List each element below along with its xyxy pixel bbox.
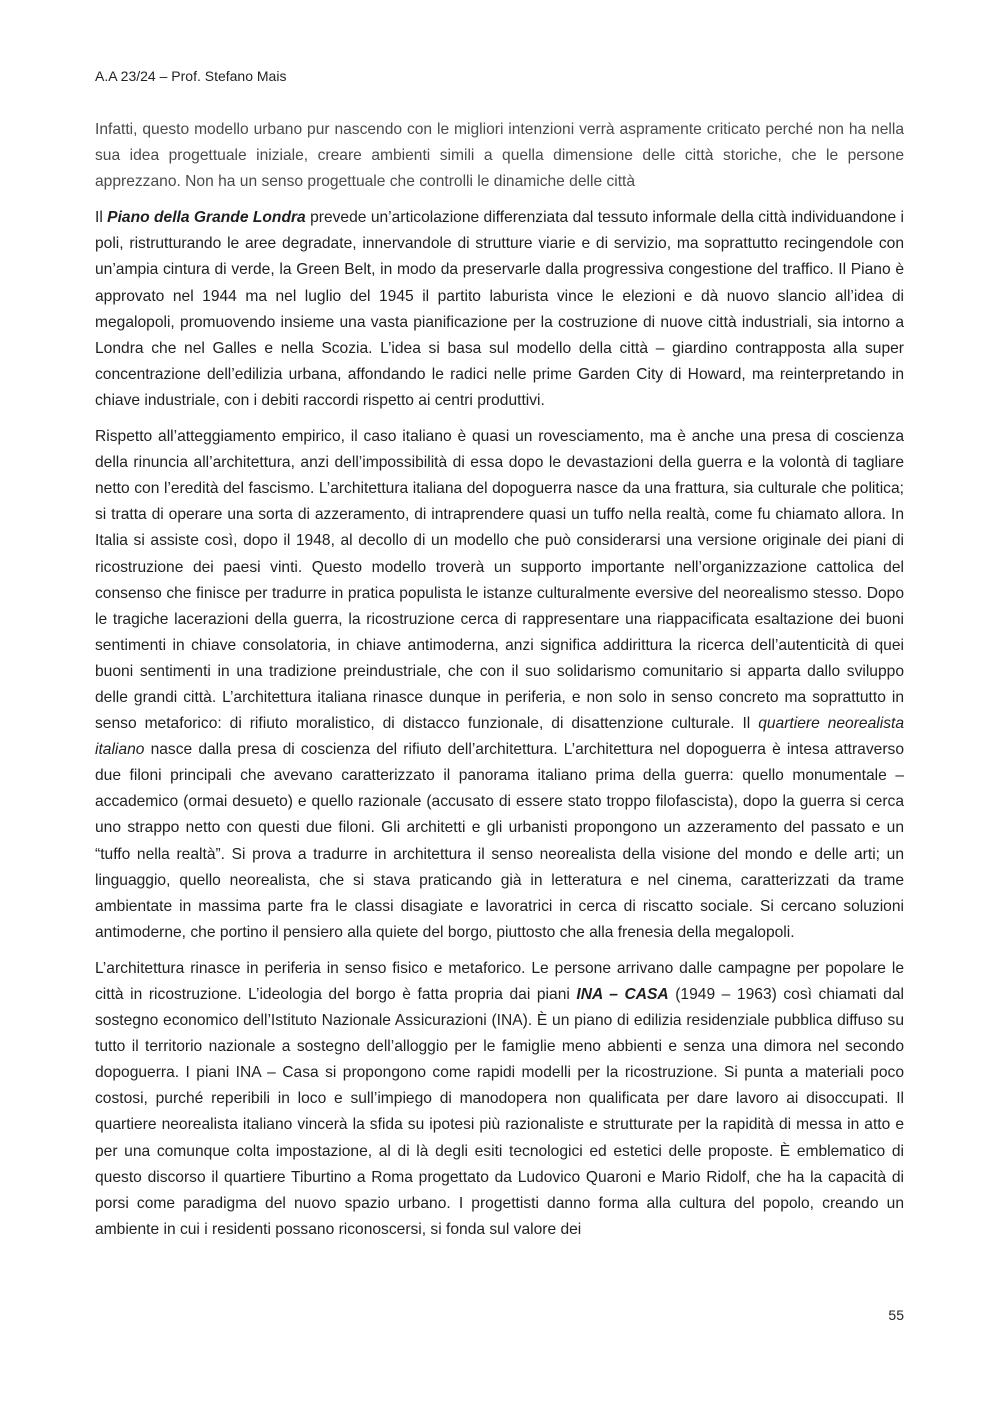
paragraph-4-lead: L’architettura rinasce in periferia in senso fisico e metaforico. Le persone arrivano dalle campagne per popolare le città in ricostruzione. L’ideologia del borgo è fatta propria dai piani	[95, 959, 904, 1003]
paragraph-4-body: (1949 – 1963) così chiamati dal sostegno economico dell’Istituto Nazionale Assicurazioni (INA). È un piano di edilizia residenziale pubblica diffuso su tutto il territorio nazionale a sostegno dell’alloggio per le famiglie meno abbienti e senza una dimora nel secondo dopoguerra. I piani INA – Casa si propongono come rapidi modelli per la ricostruzione. Si punta a materiali poco costosi, purché reperibili in loco e sull’impiego di manodopera non qualificata per dare lavoro ai disoccupati. Il quartiere neorealista italiano vincerà la sfida su ipotesi più razionaliste e strutturate per la rapidità di messa in atto e per una comunque colta impostazione, al di là degli esiti tecnologici ed estetici delle proposte. È emblematico di questo discorso il quartiere Tiburtino a Roma progettato da Ludovico Quaroni e Mario Ridolf, che ha la capacità di porsi come paradigma del nuovo spazio urbano. I progettisti danno forma alla cultura del popolo, creando un ambiente in cui i residenti possano riconoscersi, si fonda sul valore dei	[95, 986, 904, 1238]
body-text	[95, 117, 904, 1253]
quartiere-neorealista-term: quartiere neorealista italiano	[95, 715, 904, 759]
page-number: 55	[888, 1307, 904, 1323]
ina-casa-term: INA – CASA	[576, 986, 669, 1003]
paragraph-3-lead: Rispetto all’atteggiamento empirico, il caso italiano è quasi un rovesciamento, ma è anche una presa di coscienza della rinuncia all’architettura, anzi dell’impossibilità di essa dopo le devastazioni della guerra e la volontà di tagliare netto con l’eredità del fascismo. L’architettura italiana del dopoguerra nasce da una frattura, sia culturale che politica; si tratta di operare una sorta di azzeramento, di intraprendere quasi un tuffo nella realtà, come fu chiamato allora. In Italia si assiste così, dopo il 1948, al decollo di un modello che può considerarsi una versione originale dei piani di ricostruzione dei paesi vinti. Questo modello troverà un supporto importante nell’organizzazione cattolica del consenso che finisce per tradurre in pratica populista le istanze culturalmente eversive del neorealismo stesso. Dopo le tragiche lacerazioni della guerra, la ricostruzione cerca di rappresentare una riappacificata esaltazione dei buoni sentimenti in chiave consolatoria, in chiave antimoderna, anzi significa addirittura la ricerca dell’autenticità di quei buoni sentimenti in una tradizione preindustriale, che con il suo solidarismo comunitario si apparta dallo sviluppo delle grandi città. L’architettura italiana rinasce dunque in periferia, e non solo in senso concreto ma soprattutto in senso metaforico: di rifiuto moralistico, di distacco funzionale, di disattenzione culturale. Il	[95, 428, 904, 733]
paragraph-4	[95, 956, 904, 1243]
paragraph-3-body: nasce dalla presa di coscienza del rifiuto dell’architettura. L’architettura nel dopoguerra è intesa attraverso due filoni principali che avevano caratterizzato il panorama italiano prima della guerra: quello monumentale – accademico (ormai desueto) e quello razionale (accusato di essere stato troppo filofascista), dopo la guerra si cerca uno strappo netto con questi due filoni. Gli architetti e gli urbanisti propongono un azzeramento del passato e un “tuffo nella realtà”. Si prova a tradurre in architettura il senso neorealista della visione del mondo e delle arti; un linguaggio, quello neorealista, che si stava praticando già in letteratura e nel cinema, caratterizzati da trame ambientate in massima parte fra le classi disagiate e lavoratrici in cerca di riscatto sociale. Si cercano soluzioni antimoderne, che portino il pensiero alla quiete del borgo, piuttosto che alla frenesia della megalopoli.	[95, 741, 904, 941]
paragraph-3	[95, 424, 904, 946]
paragraph-2	[95, 205, 904, 414]
page-header: A.A 23/24 – Prof. Stefano Mais	[95, 68, 287, 84]
paragraph-2-lead: Il	[95, 209, 108, 227]
piano-grande-londra-term: Piano della Grande Londra	[107, 209, 306, 227]
paragraph-2-body: prevede un’articolazione differenziata dal tessuto informale della città individuandone i poli, ristrutturando le aree degradate, innervandole di strutture viarie e di servizio, ma soprattutto recingendole con un’ampia cintura di verde, la Green Belt, in modo da preservarle dalla progressiva congestione del traffico. Il Piano è approvato nel 1944 ma nel luglio del 1945 il partito laburista vince le elezioni e dà nuovo slancio all’idea di megalopoli, promuovendo insieme una vasta pianificazione per la costruzione di nuove città industriali, sia intorno a Londra che nel Galles e nella Scozia. L’idea si basa sul modello della città – giardino contrapposta alla super concentrazione dell’edilizia urbana, affondando le radici nelle prime Garden City di Howard, ma reinterpretando in chiave industriale, con i debiti raccordi rispetto ai centri produttivi.	[95, 209, 904, 409]
paragraph-1: Infatti, questo modello urbano pur nascendo con le migliori intenzioni verrà aspramente criticato perché non ha nella sua idea progettuale iniziale, creare ambienti simili a quella dimensione delle città storiche, che le persone apprezzano. Non ha un senso progettuale che controlli le dinamiche delle città	[95, 121, 904, 191]
